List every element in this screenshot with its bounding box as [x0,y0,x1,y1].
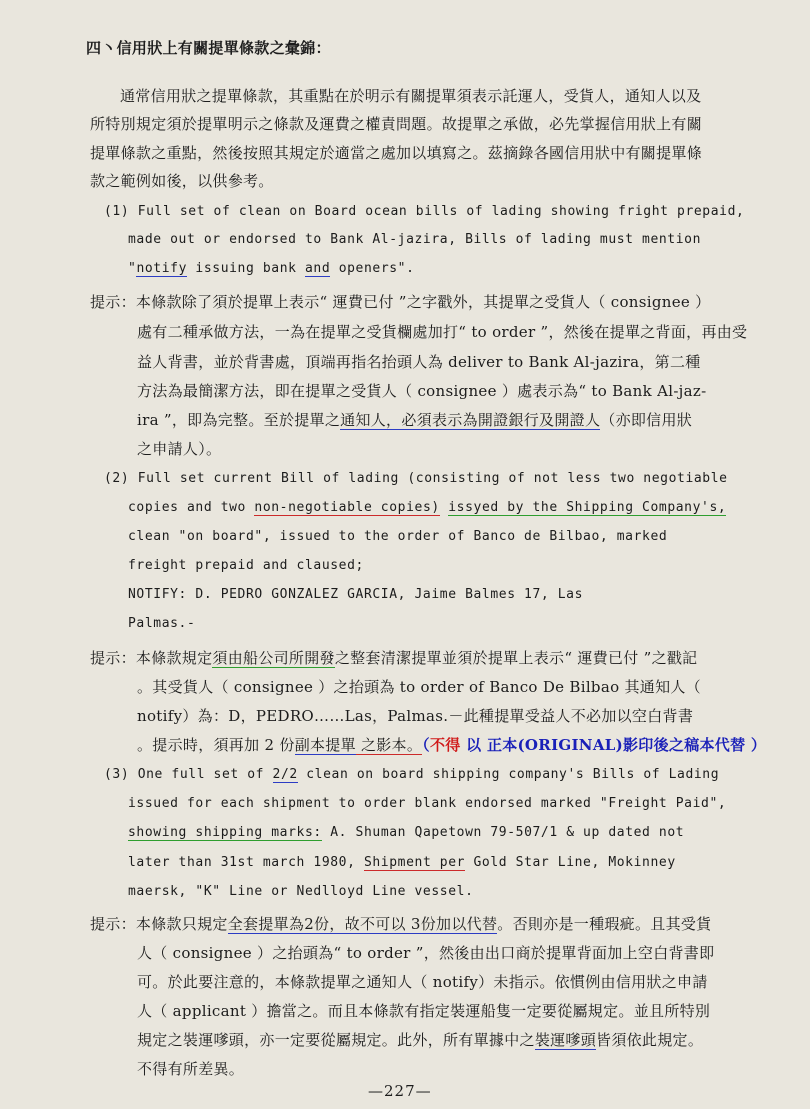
note-1-text: ira ”，即為完整。至於提單之 [137,411,341,429]
note-3-line-2: 人（ consignee ）之抬頭為“ to order ”，然後由出口商於提單背面加上空白背書即 [137,944,715,962]
intro-line-1: 通常信用狀之提單條款，其重點在於明示有關提單須表示託運人，受貨人，通知人以及 [120,87,702,105]
clause-3-line-4 [128,853,676,873]
shipping-mark-underlined: 裝運嗲頭 [534,1031,597,1049]
note-3-text-tail: 皆須依此規定。 [596,1031,704,1049]
page-number: —227— [368,1082,432,1100]
note-1-line-3: 益人背書，並於背書處，頂端再指名抬頭人為 deliver to Bank Al-jazira，第二種 [137,353,701,371]
note-3-line-6: 不得有所差異。 [137,1060,245,1078]
annotation-original-copy: 以 正本(ORIGINAL)影印後之稿本代替 ） [460,736,767,754]
clause-2-line-5: NOTIFY: D. PEDRO GONZALEZ GARCIA, Jaime Balmes 17, Las [128,587,584,602]
clause-3-text-tail: clean on board shipping company's Bills of Lading [297,767,720,782]
clause-3-text: (3) One full set of [104,767,273,782]
note-3-line-4: 人（ applicant ）擔當之。而且本條款有指定裝運船隻一定要從屬規定。並且所特別 [137,1002,711,1020]
issuing-bank-text: issuing bank [187,261,305,276]
clause-3-line-1 [104,765,719,785]
clause-2-line-2 [128,498,726,518]
intro-line-4: 款之範例如後，以供參考。 [90,172,274,190]
intro-line-3: 提單條款之重點，然後按照其規定於適當之處加以填寫之。茲摘錄各國信用狀中有關提單條 [90,144,703,162]
shipping-marks-underlined: showing shipping marks: [128,825,322,840]
openers-text: openers". [330,261,415,276]
clause-2-line-3: clean "on board", issued to the order of Banco de Bilbao, marked [128,529,668,544]
clause-1-line-3 [128,259,415,279]
clause-3-marks-text: A. Shuman Qapetown 79-507/1 & up dated not [321,825,685,840]
notify-underlined: notify [136,261,187,276]
clause-1-line-1: (1) Full set of clean on Board ocean bills of lading showing fright prepaid, [104,204,745,219]
note-2-line-3: notify）為：D，PEDRO……Las，Palmas.－此種提單受益人不必加以空白背書 [137,707,694,725]
note-1-line-6: 之申請人）。 [137,440,222,458]
note-2-text: 。提示時，須再加 2 份 [137,736,295,754]
and-underlined: and [304,261,331,276]
notify-party-underlined: 通知人，必須表示為開證銀行及開證人 [340,411,601,429]
shipment-per-underlined: Shipment per [363,855,466,870]
shipping-company-underlined: issyed by the Shipping Company's, [448,500,727,515]
two-of-two-underlined: 2/2 [272,767,298,782]
note-3-line-5 [137,1030,703,1050]
clause-3-date-text: later than 31st march 1980, [128,855,364,870]
quote-mark: " [128,261,137,276]
note-1-line-1: 提示：本條款除了須於提單上表示“ 運費已付 ”之字戳外，其提單之受貨人（ consignee ） [90,293,711,311]
annotation-not-allowed: 不得 [429,736,461,754]
note-3-prefix: 提示：本條款只規定 [90,915,228,933]
clause-2-line-4: freight prepaid and claused; [128,558,364,573]
note-2-line-4 [137,735,766,755]
issued-by-shipping-co-underlined: 須由船公司所開發 [212,649,335,667]
section-heading: 四丶信用狀上有關提單條款之彙錦： [86,39,331,57]
note-2-prefix: 提示：本條款規定 [90,649,213,667]
clause-3-line-5: maersk, "K" Line or Nedlloyd Line vessel. [128,884,474,899]
note-3-line-3: 可。於此要注意的，本條款提單之通知人（ notify）未指示。依慣例由信用狀之申請 [137,973,708,991]
clause-3-line-3 [128,823,684,843]
photocopy-underlined: 之影本。 [355,736,423,754]
clause-1-line-2: made out or endorsed to Bank Al-jazira, Bills of lading must mention [128,232,702,247]
note-3-text: 。否則亦是一種瑕疵。且其受貨 [497,915,712,933]
clause-2-line-6: Palmas.- [128,616,196,631]
clause-2-text: copies and two [128,500,255,515]
note-1-text-tail: （亦即信用狀 [600,411,693,429]
note-2-text: 之整套清潔提單並須於提單上表示“ 運費已付 ”之戳記 [334,649,698,667]
non-negotiable-underlined: non-negotiable copies) [254,500,440,515]
full-set-two-copies-underlined: 全套提單為2份，故不可以 3份加以代替 [227,915,498,933]
note-1-line-4: 方法為最簡潔方法，即在提單之受貨人（ consignee ）處表示為“ to Bank Al-jaz- [137,382,707,400]
clause-3-line-text: Gold Star Line, Mokinney [465,855,676,870]
note-2-line-2: 。其受貨人（ consignee ）之抬頭為 to order of Banco De Bilbao 其通知人（ [137,678,701,696]
note-2-line-1 [90,648,698,668]
intro-line-2: 所特別規定須於提單明示之條款及運費之權責問題。故提單之承做，必先掌握信用狀上有關 [90,115,703,133]
annotation-paren: （ [422,736,430,754]
clause-3-line-2: issued for each shipment to order blank endorsed marked "Freight Paid", [128,796,727,811]
note-1-line-5 [137,410,692,430]
note-1-line-2: 處有二種承做方法，一為在提單之受貨欄處加打“ to order ”，然後在提單之背面，再由受 [137,323,748,341]
note-3-line-1 [90,914,711,934]
space [440,500,448,515]
clause-2-line-1: (2) Full set current Bill of lading (consisting of not less two negotiable [104,471,728,486]
note-3-text: 規定之裝運嗲頭，亦一定要從屬規定。此外，所有單據中之 [137,1031,535,1049]
copy-bl-underlined: 副本提單 [294,736,356,754]
